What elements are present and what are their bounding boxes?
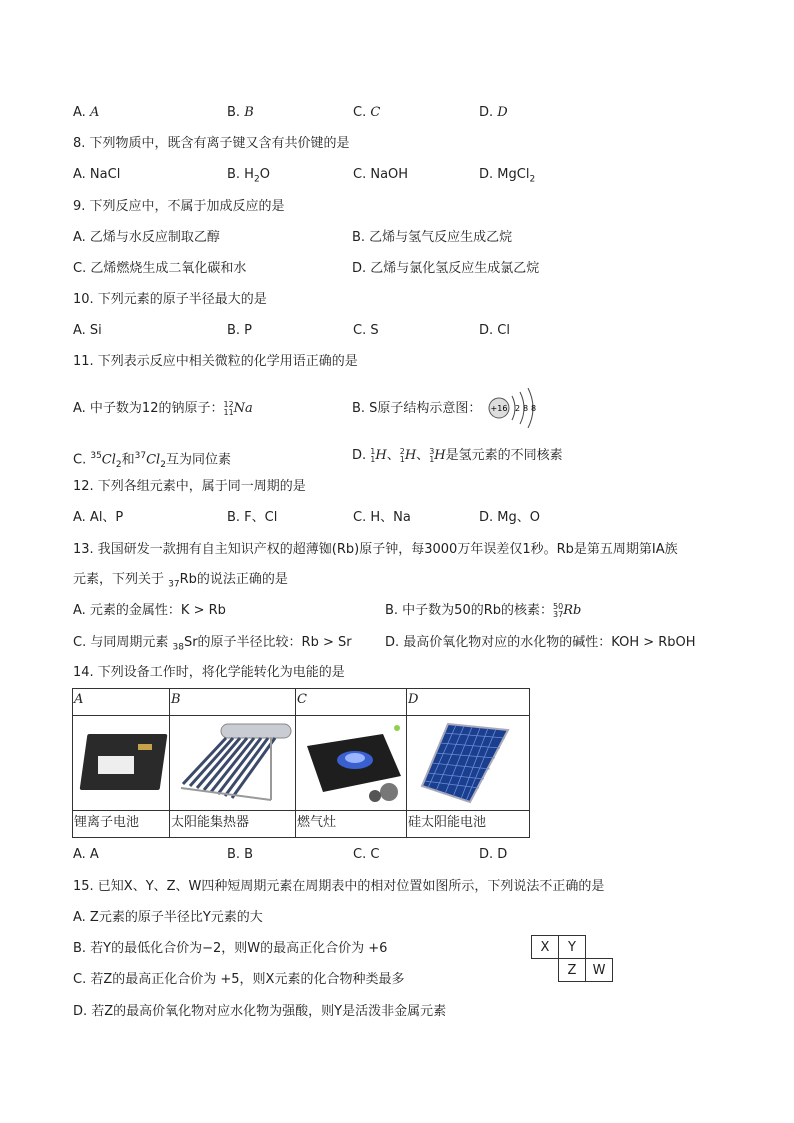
- q15-stem: 15. 已知X、Y、Z、W四种短周期元素在周期表中的相对位置如图所示，下列说法不正确的是: [73, 879, 605, 894]
- header-b: B: [170, 689, 296, 716]
- q7-option-b[interactable]: B. B: [227, 105, 254, 120]
- q13-option-a[interactable]: A. 元素的金属性：K > Rb: [73, 603, 226, 618]
- q11-option-b[interactable]: B. S原子结构示意图：: [352, 401, 482, 416]
- sulfur-atom-diagram-icon: [484, 388, 546, 428]
- q12-option-d[interactable]: D. Mg、O: [479, 510, 540, 525]
- header-a: A: [73, 689, 170, 716]
- q13-option-c[interactable]: C. 与同周期元素 $_{38}$Sr的原子半径比较：Rb > Sr: [73, 635, 352, 653]
- battery-image: [73, 716, 170, 811]
- q14-option-a[interactable]: A. A: [73, 847, 99, 862]
- q11-option-d[interactable]: D. 1 1H、2 1H、3 1H是氢元素的不同核素: [352, 446, 563, 464]
- q12-option-b[interactable]: B. F、Cl: [227, 510, 278, 525]
- header-d: D: [407, 689, 530, 716]
- q7-option-d[interactable]: D. D: [479, 105, 508, 120]
- q14-option-b[interactable]: B. B: [227, 847, 254, 862]
- q12-stem: 12. 下列各组元素中，属于同一周期的是: [73, 479, 306, 494]
- q8-stem: 8. 下列物质中，既含有离子键又含有共价键的是: [73, 136, 350, 151]
- q8-option-a[interactable]: A. NaCl: [73, 167, 121, 182]
- q14-option-d[interactable]: D. D: [479, 847, 508, 862]
- grid-cell-w: W: [585, 958, 613, 982]
- grid-cell-z: Z: [558, 958, 586, 982]
- silicon-solar-panel-icon: [408, 716, 528, 806]
- q9-option-d[interactable]: D. 乙烯与氯化氢反应生成氯乙烷: [352, 261, 540, 276]
- q10-option-b[interactable]: B. P: [227, 323, 253, 338]
- solar-panel-image: [407, 716, 530, 811]
- q13-stem-line1: 13. 我国研发一款拥有自主知识产权的超薄铷(Rb)原子钟，每3000万年误差仅1秒。Rb是第五周期第ⅠA族: [73, 542, 678, 557]
- q13-option-b[interactable]: B. 中子数为50的Rb的核素：50 37Rb: [385, 601, 582, 619]
- q15-option-d[interactable]: D. 若Z的最高价氧化物对应水化物为强酸，则Y是活泼非金属元素: [73, 1004, 447, 1019]
- q9-option-a[interactable]: A. 乙烯与水反应制取乙醇: [73, 230, 220, 245]
- q14-stem: 14. 下列设备工作时，将化学能转化为电能的是: [73, 665, 345, 680]
- gas-stove-icon: [297, 716, 405, 806]
- device-table: [72, 688, 530, 838]
- shell-3: 8: [531, 404, 537, 413]
- q9-option-c[interactable]: C. 乙烯燃烧生成二氧化碳和水: [73, 261, 247, 276]
- q10-option-d[interactable]: D. Cl: [479, 323, 510, 338]
- q13-stem-line2: 元素，下列关于 $_{37}$Rb的说法正确的是: [73, 572, 288, 590]
- shell-1: 2: [515, 404, 521, 413]
- q15-option-c[interactable]: C. 若Z的最高正化合价为 +5，则X元素的化合物种类最多: [73, 972, 405, 987]
- q10-stem: 10. 下列元素的原子半径最大的是: [73, 292, 267, 307]
- q8-option-c[interactable]: C. NaOH: [353, 167, 409, 182]
- header-c: C: [296, 689, 407, 716]
- q10-option-c[interactable]: C. S: [353, 323, 379, 338]
- q8-option-d[interactable]: D. MgCl$_2$: [479, 167, 536, 185]
- grid-cell-x: X: [531, 935, 559, 959]
- q8-option-b[interactable]: B. $H_2O$: [227, 167, 270, 185]
- q7-option-a[interactable]: A. A: [73, 105, 100, 120]
- solar-heater-image: [170, 716, 296, 811]
- grid-cell-y: Y: [558, 935, 586, 959]
- caption-b: 太阳能集热器: [170, 811, 296, 838]
- caption-a: 锂离子电池: [73, 811, 170, 838]
- q15-option-a[interactable]: A. Z元素的原子半径比Y元素的大: [73, 910, 263, 925]
- q15-option-b[interactable]: B. 若Y的最低化合价为−2，则W的最高正化合价为 +6: [73, 941, 388, 956]
- q7-option-c[interactable]: C. C: [353, 105, 381, 120]
- lithium-battery-icon: [74, 716, 168, 806]
- q11-stem: 11. 下列表示反应中相关微粒的化学用语正确的是: [73, 354, 358, 369]
- q12-option-a[interactable]: A. Al、P: [73, 510, 124, 525]
- q11-option-a[interactable]: A. 中子数为12的钠原子：12 11Na: [73, 399, 253, 417]
- q9-stem: 9. 下列反应中，不属于加成反应的是: [73, 199, 285, 214]
- gas-stove-image: [296, 716, 407, 811]
- caption-d: 硅太阳能电池: [407, 811, 530, 838]
- q9-option-b[interactable]: B. 乙烯与氢气反应生成乙烷: [352, 230, 513, 245]
- q11-option-c[interactable]: C. $^{35}Cl_2$和$^{37}Cl_2$互为同位素: [73, 451, 231, 470]
- q12-option-c[interactable]: C. H、Na: [353, 510, 411, 525]
- caption-c: 燃气灶: [296, 811, 407, 838]
- q10-option-a[interactable]: A. Si: [73, 323, 102, 338]
- shell-2: 8: [523, 404, 529, 413]
- q14-option-c[interactable]: C. C: [353, 847, 380, 862]
- q13-option-d[interactable]: D. 最高价氧化物对应的水化物的碱性：KOH > RbOH: [385, 635, 696, 650]
- nucleus-label: +16: [490, 404, 508, 413]
- solar-water-heater-icon: [171, 716, 294, 806]
